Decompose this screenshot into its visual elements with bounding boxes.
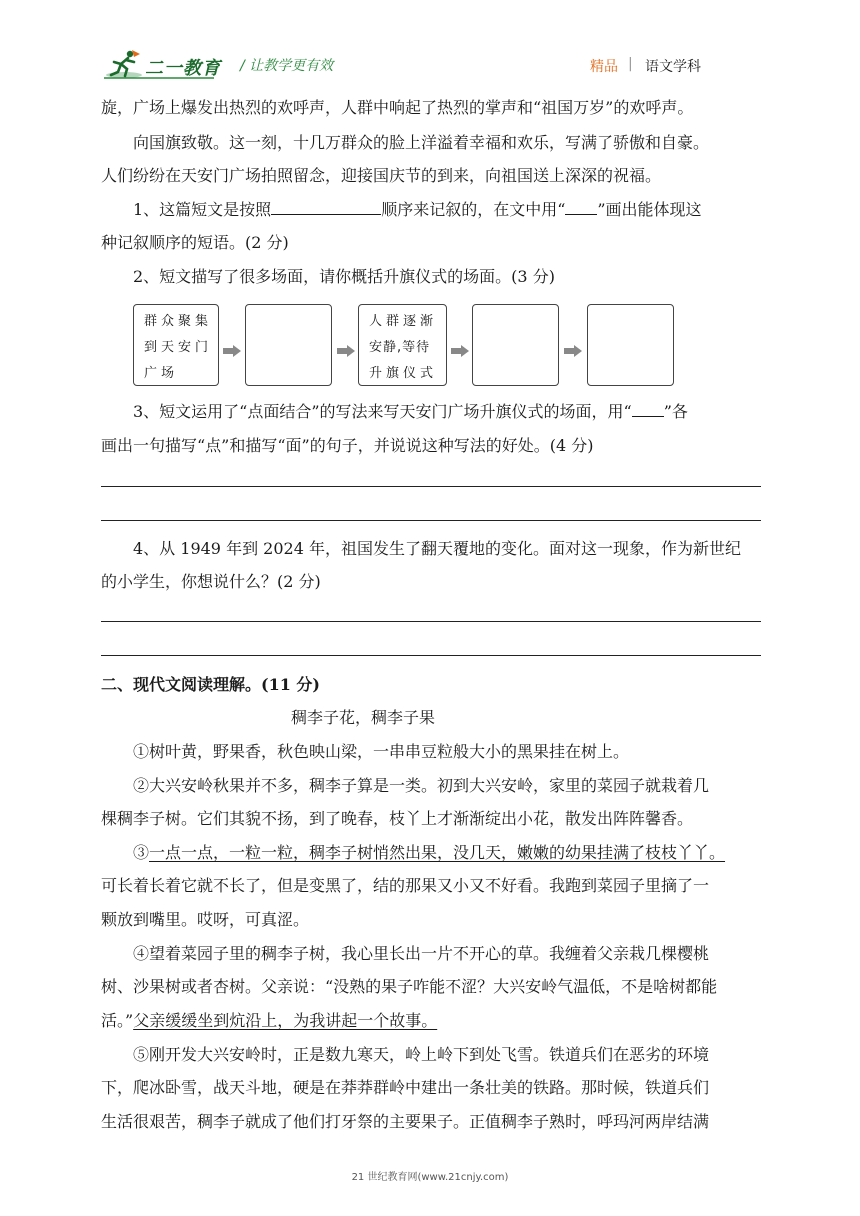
paragraph-2: ②大兴安岭秋果并不多，稠李子算是一类。初到大兴安岭，家里的菜园子就栽着几: [133, 776, 710, 795]
passage-line: 旋，广场上爆发出热烈的欢呼声，人群中响起了热烈的掌声和“祖国万岁”的欢呼声。: [101, 98, 694, 117]
paragraph-4: ④望着菜园子里的稠李子树，我心里长出一片不开心的草。我缠着父亲栽几棵樱桃: [133, 944, 710, 963]
paragraph-3-cont: 可长着长着它就不长了，但是变黑了，结的那果又小又不好看。我跑到菜园子里摘了一: [101, 876, 710, 895]
q1-part-c: ”画出能体现这: [597, 200, 702, 219]
paragraph-3: [133, 843, 761, 863]
question-4: 4、从 1949 年到 2024 年，祖国发生了翻天覆地的变化。面对这一现象，作为新世纪: [133, 539, 741, 558]
q1-answer-blank[interactable]: [271, 200, 381, 215]
q1-line2: 种记叙顺序的短语。(2 分): [101, 233, 289, 252]
q3-part-a: 3、短文运用了“点面结合”的写法来写天安门广场升旗仪式的场面，用“: [133, 402, 632, 421]
q4-line2: 的小学生，你想说什么？(2 分): [101, 572, 321, 591]
paragraph-2-cont: 棵稠李子树。它们其貌不扬，到了晚春，枝丫上才渐渐绽出小花，散发出阵阵馨香。: [101, 809, 694, 828]
q3-line2: 画出一句描写“点”和描写“面”的句子，并说说这种写法的好处。(4 分): [101, 436, 594, 455]
answer-line[interactable]: [101, 655, 761, 656]
arrow-right-icon: [563, 344, 583, 358]
answer-line[interactable]: [101, 520, 761, 521]
flow-box-3: [358, 304, 447, 386]
flow-box-text: 广场: [144, 366, 179, 381]
flow-box-text: 人群逐渐: [369, 314, 438, 329]
flow-box-4-answer[interactable]: [472, 304, 559, 386]
p4-underlined-sentence: 父亲缓缓坐到炕沿上，为我讲起一个故事。: [133, 1011, 438, 1030]
article-title: 稠李子花，稠李子果: [291, 708, 436, 727]
passage-line: 向国旗致敬。这一刻，十几万群众的脸上洋溢着幸福和欢乐，写满了骄傲和自豪。: [133, 133, 710, 152]
brand-name: 二一教育: [145, 58, 221, 79]
answer-line[interactable]: [101, 486, 761, 487]
flow-box-text: 安静,等待: [369, 340, 431, 355]
paragraph-5-cont: 下，爬冰卧雪，战天斗地，硬是在莽莽群岭中建出一条壮美的铁路。那时候，铁道兵们: [101, 1078, 710, 1097]
flow-box-1: [133, 304, 219, 386]
flow-box-5-answer[interactable]: [587, 304, 674, 386]
flow-box-2-answer[interactable]: [245, 304, 332, 386]
quality-label: 精品: [590, 59, 618, 75]
flow-box-text: 到天安门: [144, 340, 213, 355]
p3-number: ③: [133, 843, 150, 862]
paragraph-4-cont: [101, 1011, 761, 1031]
paragraph-4-cont: 树、沙果树或者杏树。父亲说：“没熟的果子咋能不涩？大兴安岭气温低，不是啥树都能: [101, 977, 718, 996]
flow-box-text: 群众聚集: [144, 314, 213, 329]
p3-underlined-sentence: 一点一点，一粒一粒，稠李子树悄然出果，没几天，嫩嫩的幼果挂满了枝枝丫丫。: [149, 843, 726, 862]
question-2: 2、短文描写了很多场面，请你概括升旗仪式的场面。(3 分): [133, 267, 555, 286]
answer-line[interactable]: [101, 621, 761, 622]
paragraph-3-cont: 颗放到嘴里。哎呀，可真涩。: [101, 910, 310, 929]
q1-part-b: 顺序来记叙的，在文中用“: [381, 200, 566, 219]
question-3: [133, 402, 761, 422]
page-footer: 21 世纪教育网(www.21cnjy.com): [351, 1172, 509, 1183]
q1-mark-blank: [565, 200, 597, 215]
p4-text: 活。”: [101, 1011, 134, 1030]
section-heading: 二、现代文阅读理解。(11 分): [101, 675, 320, 694]
q1-part-a: 1、这篇短文是按照: [133, 200, 272, 219]
paragraph-5: ⑤刚开发大兴安岭时，正是数九寒天，岭上岭下到处飞雪。铁道兵们在恶劣的环境: [133, 1045, 710, 1064]
arrow-right-icon: [336, 344, 356, 358]
passage-line: 人们纷纷在天安门广场拍照留念，迎接国庆节的到来，向祖国送上深深的祝福。: [101, 166, 662, 185]
subject-label: 语文学科: [645, 59, 701, 75]
flow-box-text: 升旗仪式: [369, 366, 438, 381]
arrow-right-icon: [222, 344, 242, 358]
header-underline: [104, 76, 760, 80]
paragraph-5-cont: 生活很艰苦，稠李子就成了他们打牙祭的主要果子。正值稠李子熟时，呼玛河两岸结满: [101, 1112, 710, 1131]
header-divider: |: [628, 56, 633, 72]
arrow-right-icon: [450, 344, 470, 358]
question-1: [133, 200, 761, 220]
paragraph-1: ①树叶黄，野果香，秋色映山梁，一串串豆粒般大小的黑果挂在树上。: [133, 742, 630, 761]
q3-part-b: ”各: [663, 402, 688, 421]
q3-mark-blank: [632, 402, 664, 417]
brand-slogan: / 让教学更有效: [240, 58, 334, 74]
